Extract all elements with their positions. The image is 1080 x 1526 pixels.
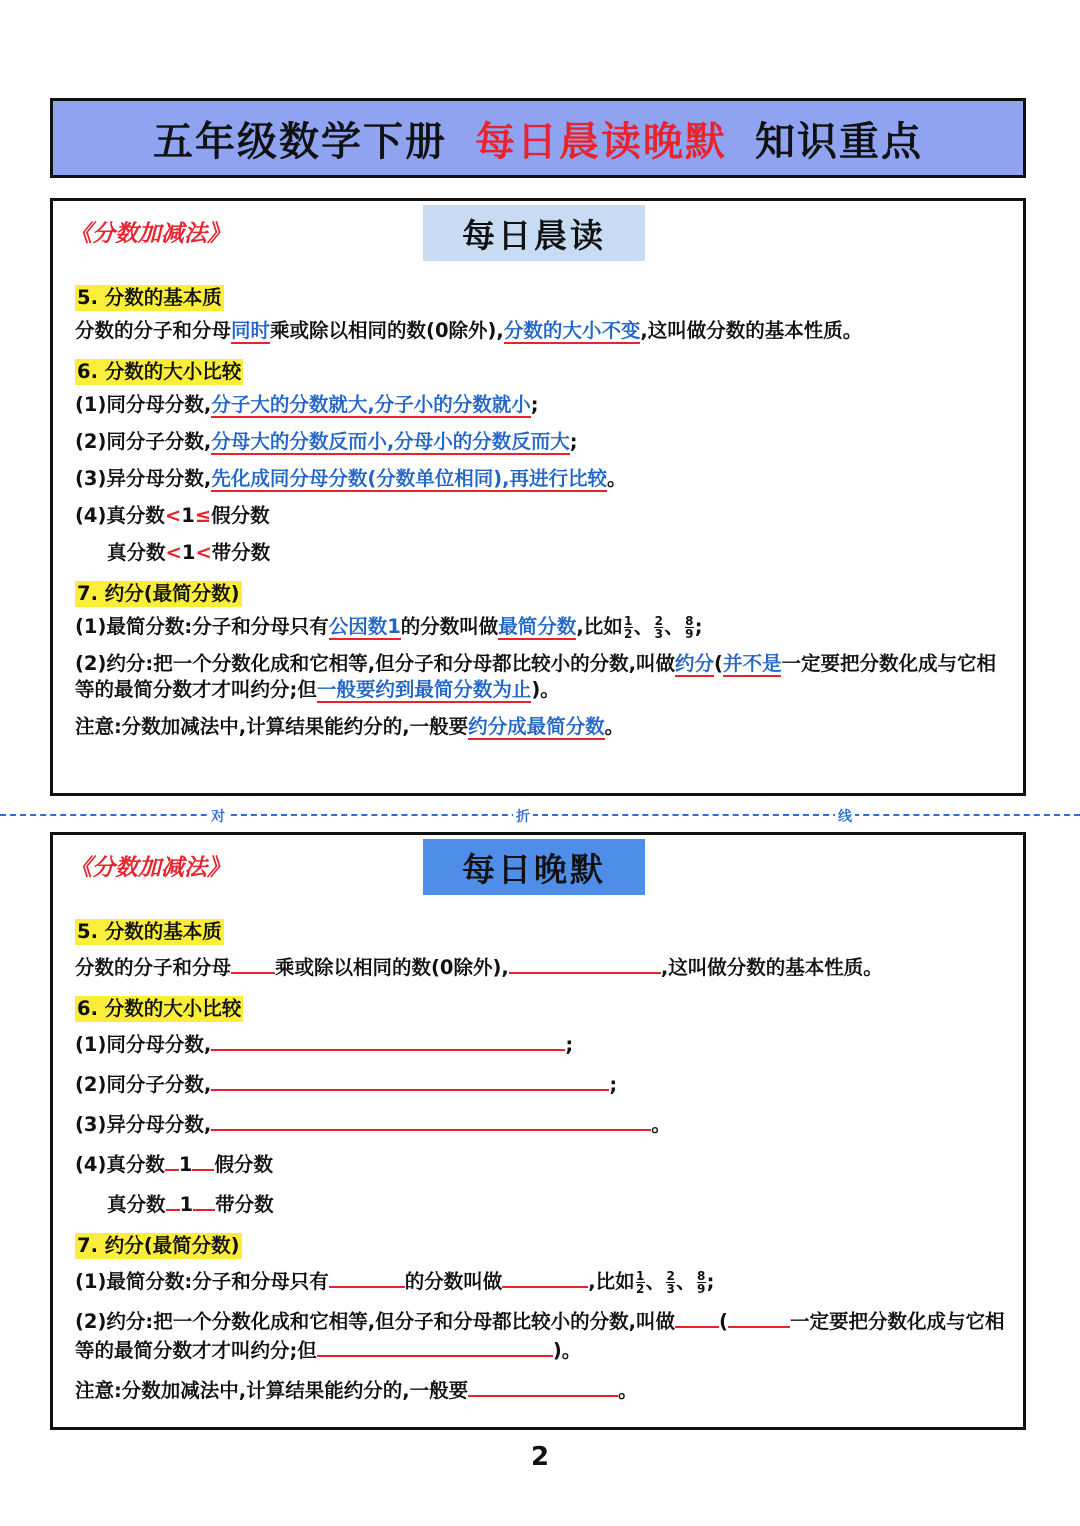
fraction [654, 615, 663, 640]
number-one: 1 [179, 1193, 194, 1216]
less-than-sign: < [195, 541, 212, 564]
text-segment: 分数的分子和分母 [75, 319, 232, 342]
text-segment: ; [609, 1073, 618, 1096]
section-7-title: 7. 约分(最简分数) [77, 1234, 240, 1257]
text-segment: 的分数叫做 [404, 1270, 503, 1293]
chapter-tag: 《分数加减法》 [69, 855, 230, 881]
text-segment: ,比如 [588, 1270, 635, 1293]
answer-blank[interactable] [166, 1189, 180, 1211]
fold-label-right: 线 [835, 806, 855, 826]
fold-label-mid: 折 [513, 806, 533, 826]
compare-rule-3 [75, 466, 1007, 492]
fraction [697, 1270, 706, 1295]
text-segment: )。 [552, 1339, 582, 1362]
section-6-title: 6. 分数的大小比较 [77, 360, 242, 383]
compare-rule-1 [75, 392, 1007, 418]
fold-label-left: 对 [208, 806, 228, 826]
denominator: 3 [654, 627, 663, 641]
text-segment: 带分数 [215, 1193, 274, 1216]
less-than-sign: < [165, 541, 182, 564]
separator: ; [694, 615, 703, 638]
separator: 、 [664, 615, 684, 638]
answer: 约分成最简分数 [468, 715, 605, 738]
text-segment: 。 [607, 467, 627, 490]
text-segment: (3)异分母分数, [75, 467, 212, 490]
title-grade: 五年级数学下册 [153, 118, 447, 165]
answer-blank[interactable] [193, 1189, 215, 1211]
answer: 同时 [231, 319, 271, 342]
answer-blank[interactable] [675, 1306, 719, 1328]
numerator: 1 [635, 1269, 645, 1283]
text-segment: 注意:分数加减法中,计算结果能约分的,一般要 [75, 715, 469, 738]
morning-reading-panel [50, 198, 1026, 796]
morning-reading-header: 每日晨读 [423, 205, 645, 261]
compare-rule-4 [75, 1149, 1007, 1178]
fraction [666, 1270, 675, 1295]
text-segment: (1)最简分数:分子和分母只有 [75, 1270, 329, 1293]
text-segment: 注意:分数加减法中,计算结果能约分的,一般要 [75, 1379, 469, 1402]
answer-blank[interactable] [192, 1149, 214, 1171]
text-segment: 乘或除以相同的数(0除外), [275, 956, 509, 979]
text-segment: ( [714, 652, 723, 675]
text-segment: (2)同分子分数, [75, 1073, 212, 1096]
denominator: 2 [635, 1282, 645, 1296]
compare-rule-1 [75, 1029, 1007, 1058]
title-routine: 每日晨读晚默 [475, 118, 727, 165]
answer-blank[interactable] [231, 952, 275, 974]
answer: 并不是 [722, 652, 782, 675]
denominator: 9 [696, 1282, 706, 1296]
evening-content [75, 915, 1007, 1415]
answer: 分子大的分数就大,分子小的分数就小 [211, 393, 531, 416]
text-segment: (2)约分:把一个分数化成和它相等,但分子和分母都比较小的分数,叫做 [75, 652, 676, 675]
fraction [624, 615, 633, 640]
simplest-fraction-def [75, 614, 1007, 640]
answer-blank[interactable] [468, 1375, 618, 1397]
simplest-fraction-def [75, 1266, 1007, 1295]
text-segment: ,这叫做分数的基本性质。 [660, 956, 883, 979]
note [75, 1375, 1007, 1404]
section-7-title: 7. 约分(最简分数) [77, 582, 240, 605]
text-segment: ,这叫做分数的基本性质。 [640, 319, 863, 342]
answer-blank[interactable] [211, 1069, 609, 1091]
separator: 、 [676, 1270, 696, 1293]
text-segment: 。 [604, 715, 625, 738]
answer-blank[interactable] [211, 1109, 651, 1131]
text-segment: 真分数 [107, 1193, 166, 1216]
morning-content [75, 281, 1007, 751]
denominator: 3 [666, 1282, 675, 1296]
text-segment: (3)异分母分数, [75, 1113, 212, 1136]
less-equal-sign: ≤ [194, 504, 212, 527]
numerator: 8 [685, 614, 694, 628]
number-one: 1 [178, 1153, 193, 1176]
section-5-title: 5. 分数的基本质 [77, 286, 222, 309]
compare-rule-2 [75, 429, 1007, 455]
fraction [636, 1270, 645, 1295]
number-one: 1 [181, 504, 195, 527]
answer: 公因数1 [328, 615, 401, 638]
text-segment: 一定要把分数化成与它相等的最简分数才才叫约分;但 [75, 652, 996, 701]
numerator: 2 [654, 614, 663, 628]
separator: ; [706, 1270, 715, 1293]
answer-blank[interactable] [165, 1149, 179, 1171]
compare-rule-2 [75, 1069, 1007, 1098]
numerator: 1 [624, 614, 633, 628]
text-segment: (1)最简分数:分子和分母只有 [75, 615, 329, 638]
compare-rule-5 [75, 1189, 1007, 1218]
fraction [685, 615, 694, 640]
answer: 最简分数 [498, 615, 577, 638]
text-segment: (2)约分:把一个分数化成和它相等,但分子和分母都比较小的分数,叫做 [75, 1310, 676, 1333]
evening-recall-panel [50, 832, 1026, 1430]
compare-rule-3 [75, 1109, 1007, 1138]
text-segment: ; [569, 430, 578, 453]
answer: 一般要约到最简分数为止 [316, 678, 532, 701]
section-6-title: 6. 分数的大小比较 [77, 997, 242, 1020]
answer: 先化成同分母分数(分数单位相同),再进行比较 [211, 467, 608, 490]
text-segment: (1)同分母分数, [75, 1033, 212, 1056]
reduction-def [75, 1306, 1007, 1364]
text-segment: ( [719, 1310, 728, 1333]
text-segment: 。 [618, 1379, 638, 1402]
answer: 约分 [675, 652, 715, 675]
text-segment: 一定要把分数化成与它相等的最简分数才才叫约分;但 [75, 1310, 1005, 1362]
text-segment: (2)同分子分数, [75, 430, 212, 453]
answer-blank[interactable] [329, 1266, 405, 1288]
answer-blank[interactable] [509, 952, 661, 974]
text-segment: 假分数 [214, 1153, 273, 1176]
text-segment: 的分数叫做 [400, 615, 499, 638]
number-one: 1 [181, 541, 196, 564]
section-5-text [75, 318, 1007, 344]
text-segment: 带分数 [211, 541, 271, 564]
compare-rule-5 [75, 540, 1007, 566]
page-title [50, 98, 1026, 178]
evening-recall-header: 每日晚默 [423, 839, 645, 895]
separator: 、 [645, 1270, 666, 1293]
title-keypoints: 知识重点 [755, 118, 923, 165]
answer-blank[interactable] [317, 1335, 553, 1357]
text-segment: 乘或除以相同的数(0除外), [270, 319, 504, 342]
less-than-sign: < [164, 504, 182, 527]
text-segment: 假分数 [211, 504, 270, 527]
chapter-tag: 《分数加减法》 [69, 221, 230, 247]
answer-blank[interactable] [211, 1029, 565, 1051]
text-segment: ; [530, 393, 539, 416]
text-segment: 真分数 [107, 541, 166, 564]
section-5-title: 5. 分数的基本质 [77, 920, 222, 943]
text-segment: )。 [531, 678, 560, 701]
page-number: 2 [530, 1442, 550, 1472]
text-segment: (4)真分数 [75, 504, 165, 527]
text-segment: ,比如 [576, 615, 623, 638]
section-5-text [75, 952, 1007, 981]
answer: 分数的大小不变 [503, 319, 641, 342]
numerator: 2 [666, 1269, 675, 1283]
reduction-def [75, 651, 1007, 703]
text-segment: 分数的分子和分母 [75, 956, 232, 979]
denominator: 2 [624, 627, 633, 641]
fold-line [0, 814, 1080, 818]
text-segment: ; [565, 1033, 574, 1056]
denominator: 9 [685, 627, 694, 641]
text-segment: (4)真分数 [75, 1153, 165, 1176]
answer: 分母大的分数反而小,分母小的分数反而大 [211, 430, 570, 453]
numerator: 8 [696, 1269, 706, 1283]
compare-rule-4 [75, 503, 1007, 529]
note [75, 714, 1007, 740]
separator: 、 [633, 615, 654, 638]
answer-blank[interactable] [728, 1306, 790, 1328]
text-segment: 。 [651, 1113, 671, 1136]
text-segment: (1)同分母分数, [75, 393, 212, 416]
answer-blank[interactable] [502, 1266, 588, 1288]
